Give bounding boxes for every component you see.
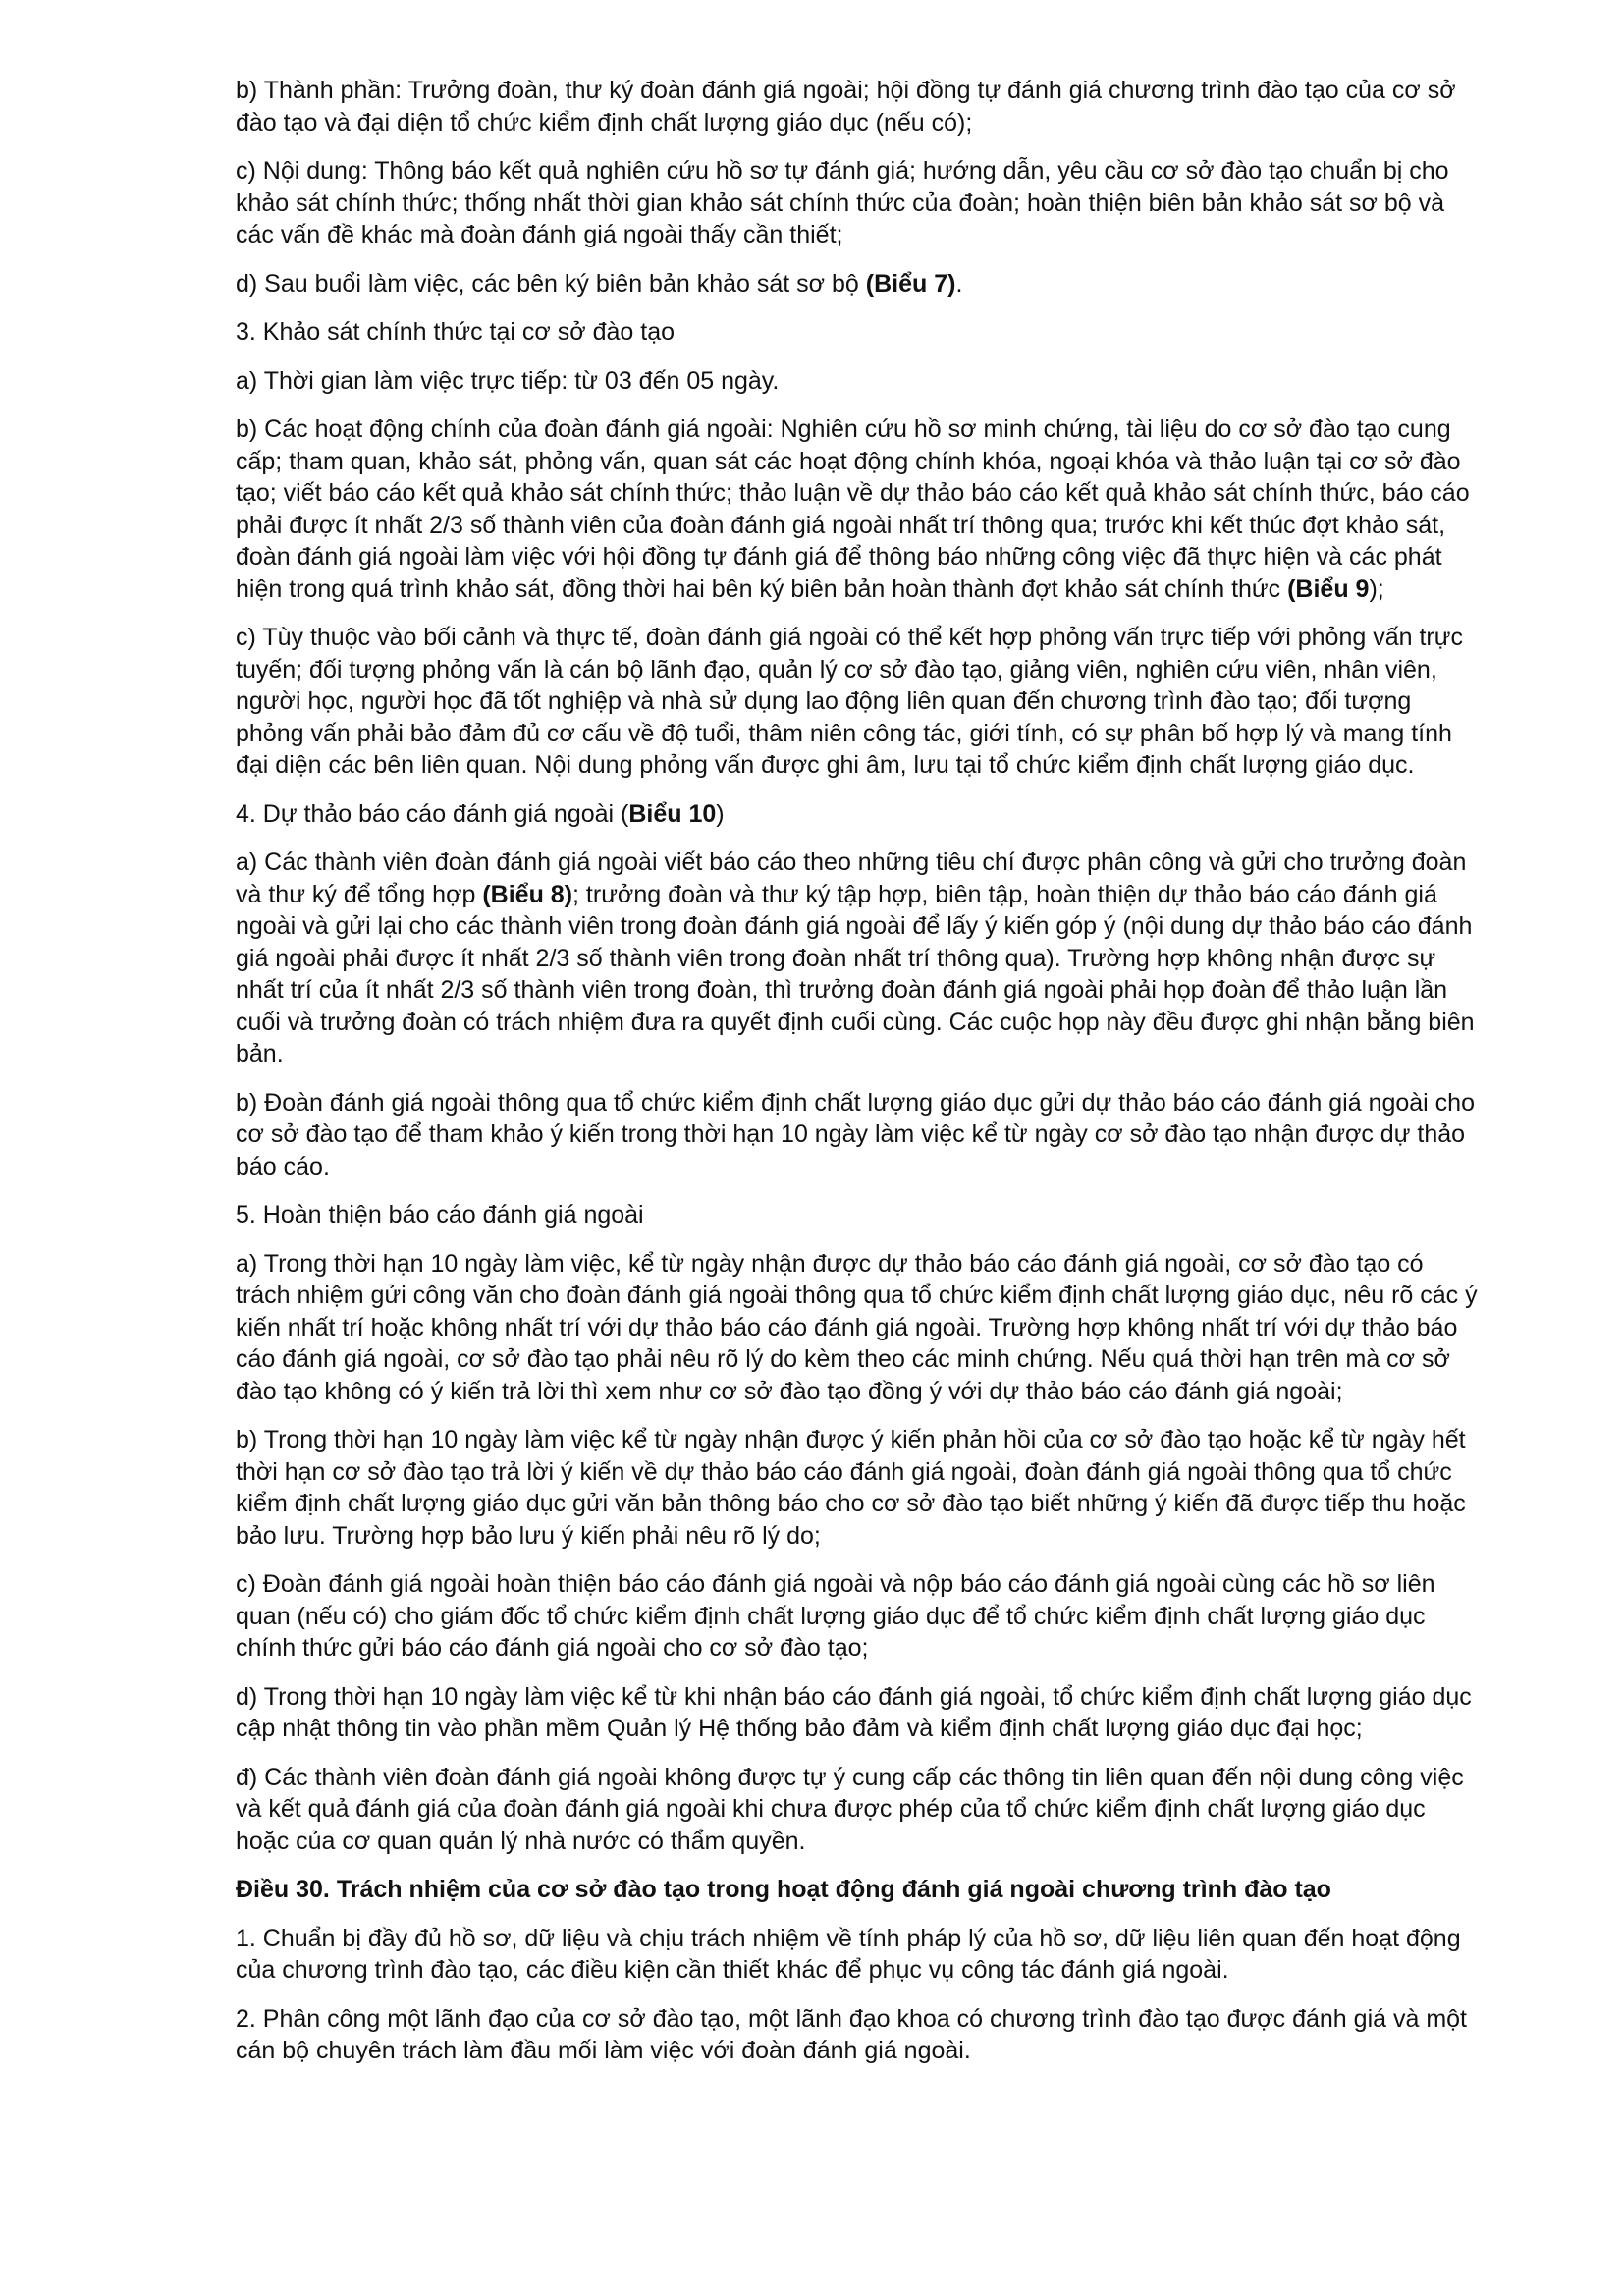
article-30-heading — [236, 1874, 1483, 1906]
form-reference-bold: (Biểu 8) — [482, 880, 573, 908]
paragraph-text: c) Đoàn đánh giá ngoài hoàn thiện báo cáo đánh giá ngoài và nộp báo cáo đánh giá ngoài cùng các hồ sơ liên quan (nếu có) cho giám đốc tổ chức kiểm định chất lượng giáo dục để tổ chức kiểm định chất lượng giáo dục chính thức gửi báo cáo đánh giá ngoài cho cơ sở đào tạo; — [236, 1570, 1435, 1662]
form-reference-bold: (Biểu 9 — [1287, 574, 1370, 603]
paragraph-b-hoat-dong-chinh — [236, 413, 1483, 605]
paragraph-a-trong-thoi-han — [236, 1248, 1483, 1408]
section-5-heading — [236, 1199, 1483, 1231]
paragraph-text: c) Nội dung: Thông báo kết quả nghiên cứu hồ sơ tự đánh giá; hướng dẫn, yêu cầu cơ sở đào tạo chuẩn bị cho khảo sát chính thức; thống nhất thời gian khảo sát chính thức của đoàn; hoàn thiện biên bản khảo sát sơ bộ và các vấn đề khác mà đoàn đánh giá ngoài thấy cần thiết; — [236, 157, 1449, 248]
paragraph-text: . — [955, 269, 963, 298]
paragraph-text: c) Tùy thuộc vào bối cảnh và thực tế, đoàn đánh giá ngoài có thể kết hợp phỏng vấn trực tiếp với phỏng vấn trực tuyến; đối tượng phỏng vấn là cán bộ lãnh đạo, quản lý cơ sở đào tạo, giảng viên, nghiên cứu viên, nhân viên, người học, người học đã tốt nghiệp và nhà sử dụng lao động liên quan đến chương trình đào tạo; đối tượng phỏng vấn phải bảo đảm đủ cơ cấu về độ tuổi, thâm niên công tác, giới tính, có sự phân bố hợp lý và mang tính đại diện các bên liên quan. Nội dung phỏng vấn được ghi âm, lưu tại tổ chức kiểm định chất lượng giáo dục. — [236, 624, 1463, 779]
article-title: Điều 30. Trách nhiệm của cơ sở đào tạo trong hoạt động đánh giá ngoài chương trình đào tạo — [236, 1876, 1331, 1903]
paragraph-text: b) Các hoạt động chính của đoàn đánh giá ngoài: Nghiên cứu hồ sơ minh chứng, tài liệu do cơ sở đào tạo cung cấp; tham quan, khảo sát, phỏng vấn, quan sát các hoạt động chính khóa, ngoại khóa và thảo luận tại cơ sở đào tạo; viết báo cáo kết quả khảo sát chính thức; thảo luận về dự thảo báo cáo kết quả khảo sát chính thức, báo cáo phải được ít nhất 2/3 số thành viên của đoàn đánh giá ngoài nhất trí thông qua; trước khi kết thúc đợt khảo sát, đoàn đánh giá ngoài làm việc với hội đồng tự đánh giá để thông báo những công việc đã thực hiện và các phát hiện trong quá trình khảo sát, đồng thời hai bên ký biên bản hoàn thành đợt khảo sát chính thức — [236, 415, 1470, 603]
paragraph-text: a) Các thành viên đoàn đánh giá ngoài viết báo cáo theo những tiêu chí được phân công và gửi cho trưởng đoàn và thư ký để tổng hợp — [236, 848, 1467, 908]
paragraph-b-thanh-phan — [236, 75, 1483, 138]
section-title: 4. Dự thảo báo cáo đánh giá ngoài ( — [236, 799, 629, 828]
section-title: 5. Hoàn thiện báo cáo đánh giá ngoài — [236, 1201, 644, 1229]
paragraph-2-phan-cong — [236, 2003, 1483, 2067]
paragraph-c-noi-dung — [236, 155, 1483, 251]
paragraph-text: ); — [1369, 574, 1384, 603]
paragraph-text: ; trưởng đoàn và thư ký tập hợp, biên tập, hoàn thiện dự thảo báo cáo đánh giá ngoài và gửi lại cho các thành viên trong đoàn đánh giá ngoài để lấy ý kiến góp ý (nội dung dự thảo báo cáo đánh giá ngoài phải được ít nhất 2/3 số thành viên trong đoàn nhất trí thông qua). Trường hợp không nhận được sự nhất trí của ít nhất 2/3 số thành viên trong đoàn, thì trưởng đoàn đánh giá ngoài phải họp đoàn để thảo luận lần cuối và trưởng đoàn có trách nhiệm đưa ra quyết định cuối cùng. Các cuộc họp này đều được ghi nhận bằng biên bản. — [236, 880, 1475, 1067]
paragraph-d-cap-nhat — [236, 1681, 1483, 1745]
paragraph-text: đ) Các thành viên đoàn đánh giá ngoài không được tự ý cung cấp các thông tin liên quan đến nội dung công việc và kết quả đánh giá của đoàn đánh giá ngoài khi chưa được phép của tổ chức kiểm định chất lượng giáo dục hoặc của cơ quan quản lý nhà nước có thẩm quyền. — [236, 1763, 1464, 1855]
section-4-heading — [236, 798, 1483, 831]
paragraph-a-thoi-gian — [236, 365, 1483, 398]
paragraph-c-doan-hoan-thien — [236, 1568, 1483, 1665]
paragraph-text: b) Thành phần: Trưởng đoàn, thư ký đoàn đánh giá ngoài; hội đồng tự đánh giá chương trình đào tạo của cơ sở đào tạo và đại diện tổ chức kiểm định chất lượng giáo dục (nếu có); — [236, 77, 1456, 137]
paragraph-b-trong-thoi-han — [236, 1424, 1483, 1552]
paragraph-b-doan-danh-gia — [236, 1087, 1483, 1183]
section-title: ) — [716, 799, 725, 828]
paragraph-text: d) Trong thời hạn 10 ngày làm việc kể từ khi nhận báo cáo đánh giá ngoài, tổ chức kiểm định chất lượng giáo dục cập nhật thông tin vào phần mềm Quản lý Hệ thống bảo đảm và kiểm định chất lượng giáo dục đại học; — [236, 1682, 1472, 1742]
paragraph-d-sau-buoi-lam-viec — [236, 268, 1483, 301]
paragraph-text: 1. Chuẩn bị đầy đủ hồ sơ, dữ liệu và chịu trách nhiệm về tính pháp lý của hồ sơ, dữ liệu liên quan đến hoạt động của chương trình đào tạo, các điều kiện cần thiết khác để phục vụ công tác đánh giá ngoài. — [236, 1924, 1461, 1984]
paragraph-a-cac-thanh-vien — [236, 847, 1483, 1070]
section-3-heading — [236, 316, 1483, 349]
paragraph-text: 2. Phân công một lãnh đạo của cơ sở đào tạo, một lãnh đạo khoa có chương trình đào tạo được đánh giá và một cán bộ chuyên trách làm đầu mối làm việc với đoàn đánh giá ngoài. — [236, 2004, 1467, 2064]
document-page — [236, 75, 1483, 2084]
form-reference-bold: Biểu 10 — [628, 799, 717, 828]
paragraph-dd-cac-thanh-vien — [236, 1762, 1483, 1858]
paragraph-text: b) Trong thời hạn 10 ngày làm việc kể từ ngày nhận được ý kiến phản hồi của cơ sở đào tạo hoặc kể từ ngày hết thời hạn cơ sở đào tạo trả lời ý kiến về dự thảo báo cáo đánh giá ngoài, đoàn đánh giá ngoài thông qua tổ chức kiểm định chất lượng giáo dục gửi văn bản thông báo cho cơ sở đào tạo biết những ý kiến đã được tiếp thu hoặc bảo lưu. Trường hợp bảo lưu ý kiến phải nêu rõ lý do; — [236, 1426, 1466, 1550]
section-title: 3. Khảo sát chính thức tại cơ sở đào tạo — [236, 318, 675, 346]
form-reference-bold: (Biểu 7) — [865, 269, 956, 298]
paragraph-text: a) Trong thời hạn 10 ngày làm việc, kể từ ngày nhận được dự thảo báo cáo đánh giá ngoài, cơ sở đào tạo có trách nhiệm gửi công văn cho đoàn đánh giá ngoài thông qua tổ chức kiểm định chất lượng giáo dục, nêu rõ các ý kiến nhất trí hoặc không nhất trí với dự thảo báo cáo đánh giá ngoài. Trường hợp không nhất trí với dự thảo báo cáo đánh giá ngoài, cơ sở đào tạo phải nêu rõ lý do kèm theo các minh chứng. Nếu quá thời hạn trên mà cơ sở đào tạo không có ý kiến trả lời thì xem như cơ sở đào tạo đồng ý với dự thảo báo cáo đánh giá ngoài; — [236, 1249, 1478, 1405]
paragraph-text: d) Sau buổi làm việc, các bên ký biên bản khảo sát sơ bộ — [236, 269, 866, 298]
paragraph-text: a) Thời gian làm việc trực tiếp: từ 03 đến 05 ngày. — [236, 366, 780, 395]
paragraph-1-chuan-bi — [236, 1923, 1483, 1987]
paragraph-c-tuy-thuoc — [236, 622, 1483, 782]
paragraph-text: b) Đoàn đánh giá ngoài thông qua tổ chức kiểm định chất lượng giáo dục gửi dự thảo báo cáo đánh giá ngoài cho cơ sở đào tạo để tham khảo ý kiến trong thời hạn 10 ngày làm việc kể từ ngày cơ sở đào tạo nhận được dự thảo báo cáo. — [236, 1088, 1475, 1180]
